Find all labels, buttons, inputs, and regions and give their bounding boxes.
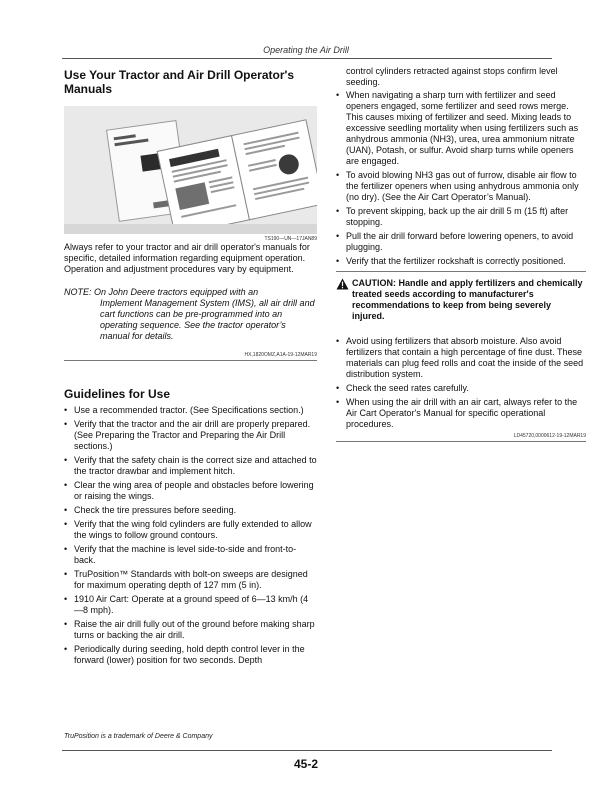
bullet-icon: • — [64, 544, 68, 554]
note-first-line: NOTE: On John Deere tractors equipped with an — [64, 287, 259, 297]
right-column — [336, 66, 586, 442]
bullet-icon: • — [336, 90, 340, 100]
section-divider-2 — [336, 441, 586, 442]
section-title-manuals: Use Your Tractor and Air Drill Operator's Manuals — [64, 68, 295, 96]
bullet-icon: • — [64, 594, 68, 604]
list-item: • Verify that the safety chain is the correct size and attached to the tractor drawbar and implement hitch. — [64, 455, 317, 476]
list-item: • Verify that the tractor and the air drill are properly prepared. (See Preparing the Tractor and Preparing the Air Drill sections.) — [64, 419, 311, 451]
reference-code-2: LD45720,0000612-19-12MAR19 — [513, 433, 586, 439]
list-item: • When navigating a sharp turn with fertilizer and seed openers engaged, some fertilizer and seed rows merge. This causes mixing of fertilizer and seed. Mixing leads to excessive seedling mortality when using fertilizers such as anhydrous ammonia (NH3), urea, urea ammonium nitrate (UAN), Potash, or sulfur. Avoid sharp turns while openers are engaged. — [336, 90, 579, 166]
bullet-icon: • — [336, 170, 340, 180]
bullet-icon: • — [64, 619, 68, 629]
left-column — [64, 68, 317, 669]
warning-triangle-icon — [336, 278, 349, 290]
list-item: • Avoid using fertilizers that absorb moisture. Also avoid fertilizers that contain a high percentage of fine dust. These materials can plug feed rolls and coat the inside of the seed distribution system. — [336, 336, 584, 379]
trademark-footnote: TruPosition is a trademark of Deere & Company — [64, 733, 213, 740]
list-item: • Verify that the fertilizer rockshaft is correctly positioned. — [336, 256, 566, 266]
fertilizer-list — [336, 336, 586, 430]
bullet-icon: • — [64, 505, 68, 515]
manuals-illustration — [64, 106, 317, 234]
note-continuation: Implement Management System (IMS), all air drill and cart functions can be pre-programmed into an operating sequence. See the tractor operator’s manual for details. — [100, 298, 315, 341]
guidelines-list-continued — [336, 90, 586, 267]
bullet-icon: • — [336, 397, 340, 407]
bullet-icon: • — [336, 336, 340, 346]
list-item: • Check the tire pressures before seeding. — [64, 505, 237, 515]
page-number: 45-2 — [293, 757, 319, 771]
list-item: • Use a recommended tractor. (See Specifications section.) — [64, 405, 304, 415]
guidelines-list — [64, 405, 317, 666]
manuals-photo — [64, 106, 317, 234]
bullet-icon: • — [336, 231, 340, 241]
list-item: • To avoid blowing NH3 gas out of furrow, disable air flow to the fertilizer openers when using anhydrous ammonia only (no dry). (See the Air Cart Operator’s Manual). — [336, 170, 579, 202]
list-item: • 1910 Air Cart: Operate at a ground speed of 6—13 km/h (4—8 mph). — [64, 594, 309, 615]
section-divider-1 — [64, 360, 317, 361]
list-item: • To prevent skipping, back up the air drill 5 m (15 ft) after stopping. — [336, 206, 569, 227]
bullet-icon: • — [64, 480, 68, 490]
ims-note — [64, 287, 317, 342]
bullet-icon: • — [336, 256, 340, 266]
list-item: • Verify that the wing fold cylinders are fully extended to allow the wings to follow ground contours. — [64, 519, 312, 540]
running-header: Operating the Air Drill — [263, 45, 349, 55]
footer-divider — [62, 750, 552, 751]
section-title-guidelines: Guidelines for Use — [64, 387, 171, 401]
list-item: • Check the seed rates carefully. — [336, 383, 469, 393]
continuation-text: control cylinders retracted against stops confirm level seeding. — [346, 66, 558, 87]
list-item: • TruPosition™ Standards with bolt-on sweeps are designed for maximum operating depth of 127 mm (5 in). — [64, 569, 308, 590]
list-item: • Periodically during seeding, hold depth control lever in the forward (lower) position for two seconds. Depth — [64, 644, 305, 665]
manuals-paragraph: Always refer to your tractor and air drill operator's manuals for specific, detailed information regarding equipment operation. Operation and adjustment procedures vary by equipment. — [64, 242, 310, 274]
list-item: • Pull the air drill forward before lowering openers, to avoid plugging. — [336, 231, 574, 252]
caution-text: CAUTION: Handle and apply fertilizers and chemically treated seeds according to manufacturer's recommendations to keep from being severely injured. — [352, 278, 583, 321]
bullet-icon: • — [64, 519, 68, 529]
bullet-icon: • — [64, 455, 68, 465]
list-item: • Raise the air drill fully out of the ground before making sharp turns or backing the air drill. — [64, 619, 315, 640]
bullet-icon: • — [64, 569, 68, 579]
bullet-icon: • — [336, 383, 340, 393]
list-item: • Verify that the machine is level side-to-side and front-to-back. — [64, 544, 297, 565]
reference-code-1: HX,1820OMZ,A1A-19-12MAR19 — [244, 352, 317, 358]
list-item: • Clear the wing area of people and obstacles before lowering or raising the wings. — [64, 480, 314, 501]
bullet-icon: • — [64, 419, 68, 429]
photo-caption: TS190—UN—17JAN89 — [264, 236, 317, 242]
bullet-icon: • — [64, 644, 68, 654]
caution-block — [336, 278, 586, 322]
list-item: • When using the air drill with an air cart, always refer to the Air Cart Operator's Manual for specific operational procedures. — [336, 397, 578, 429]
bullet-icon: • — [336, 206, 340, 216]
bullet-icon: • — [64, 405, 68, 415]
caution-divider — [336, 271, 586, 272]
header-divider — [62, 58, 552, 59]
